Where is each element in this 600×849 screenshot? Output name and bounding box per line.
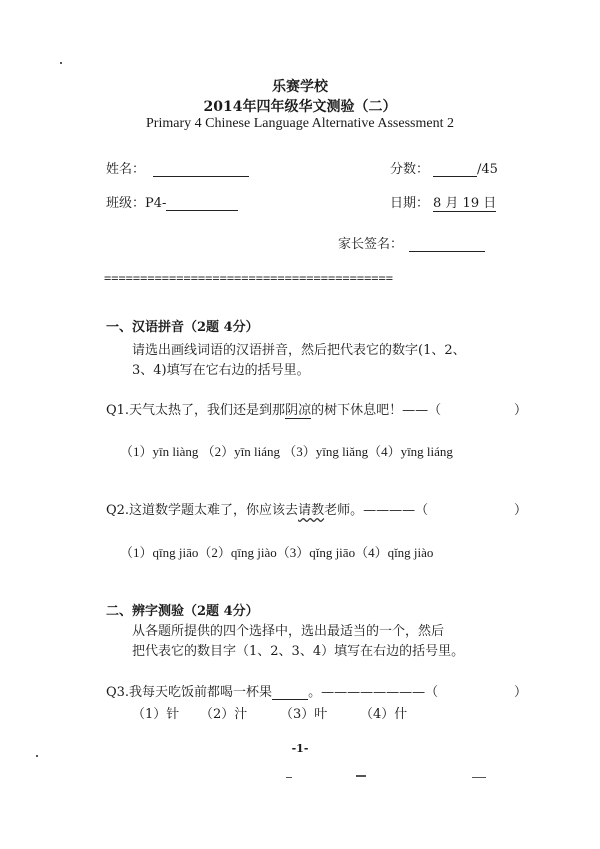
q3-option-3: （3）叶: [280, 707, 328, 722]
date-field: [390, 192, 496, 211]
q3-blank[interactable]: [272, 685, 308, 700]
question-3: [106, 681, 438, 700]
q1-suffix: 的树下休息吧！——（: [311, 403, 442, 418]
q2-suffix: 老师。————（: [324, 503, 429, 518]
score-label: 分数：: [390, 162, 430, 177]
q3-suffix: 。————————（: [308, 685, 439, 700]
q3-option-2: （2）汁: [200, 707, 248, 722]
q3-answer-paren-close[interactable]: ）: [514, 685, 528, 700]
section2-instruction-line2: 把代表它的数目字（1、2、3、4）填写在右边的括号里。: [132, 644, 465, 659]
parent-sign-label: 家长签名：: [338, 237, 404, 252]
score-field: [390, 158, 498, 177]
q2-answer-paren-close[interactable]: ）: [514, 503, 528, 518]
parent-sign-field: [338, 233, 485, 252]
q1-options: （1）yīn liàng （2）yīn liáng （3）yīng liǎng（4）yīng liáng: [120, 444, 453, 459]
separator-line: ========================================: [104, 271, 393, 285]
class-blank[interactable]: [166, 196, 238, 211]
name-blank[interactable]: [153, 162, 249, 177]
name-label: 姓名：: [106, 162, 146, 177]
scan-speck: [36, 755, 38, 757]
score-total: /45: [477, 162, 498, 177]
class-field: [106, 192, 238, 211]
school-name: 乐赛学校: [272, 79, 328, 95]
exam-title-english: Primary 4 Chinese Language Alternative Assessment 2: [146, 116, 454, 131]
q3-prefix: Q3.我每天吃饭前都喝一杯果: [106, 685, 273, 700]
scan-speck: [472, 777, 486, 778]
section2-heading: 二、辨字测验（2题 4分）: [106, 604, 259, 619]
section2-instruction-line1: 从各题所提供的四个选择中，选出最适当的一个，然后: [132, 624, 445, 639]
page-number: -1-: [291, 742, 309, 755]
date-value: 8 月 19 日: [433, 196, 497, 211]
section1-heading: 一、汉语拼音（2题 4分）: [106, 320, 259, 335]
class-label: 班级：: [106, 196, 146, 211]
question-2: [106, 499, 428, 518]
q2-options: （1）qīng jiāo（2）qīng jiào（3）qǐng jiāo（4）qǐng jiào: [120, 545, 434, 560]
scan-speck: [286, 777, 292, 778]
exam-title: 2014年四年级华文测验（二）: [203, 99, 397, 115]
scan-speck: [60, 62, 62, 64]
q1-marked-word: 阴凉: [285, 403, 312, 418]
score-blank[interactable]: [433, 162, 477, 177]
parent-sign-blank[interactable]: [409, 237, 485, 252]
q2-prefix: Q2.这道数学题太难了，你应该去: [106, 503, 299, 518]
class-value: P4-: [145, 196, 167, 211]
q1-prefix: Q1.天气太热了，我们还是到那: [106, 403, 286, 418]
scan-speck: [356, 775, 366, 777]
q3-option-1: （1）针: [132, 707, 180, 722]
date-label: 日期：: [390, 196, 430, 211]
q2-marked-word: 请教: [298, 503, 325, 518]
q3-option-4: （4）什: [360, 707, 408, 722]
name-field: [106, 158, 249, 177]
question-1: [106, 399, 441, 418]
section1-instruction-line1: 请选出画线词语的汉语拼音，然后把代表它的数字(1、2、: [132, 343, 466, 358]
q1-answer-paren-close[interactable]: ）: [514, 403, 528, 418]
section1-instruction-line2: 3、4)填写在它右边的括号里。: [132, 363, 310, 378]
